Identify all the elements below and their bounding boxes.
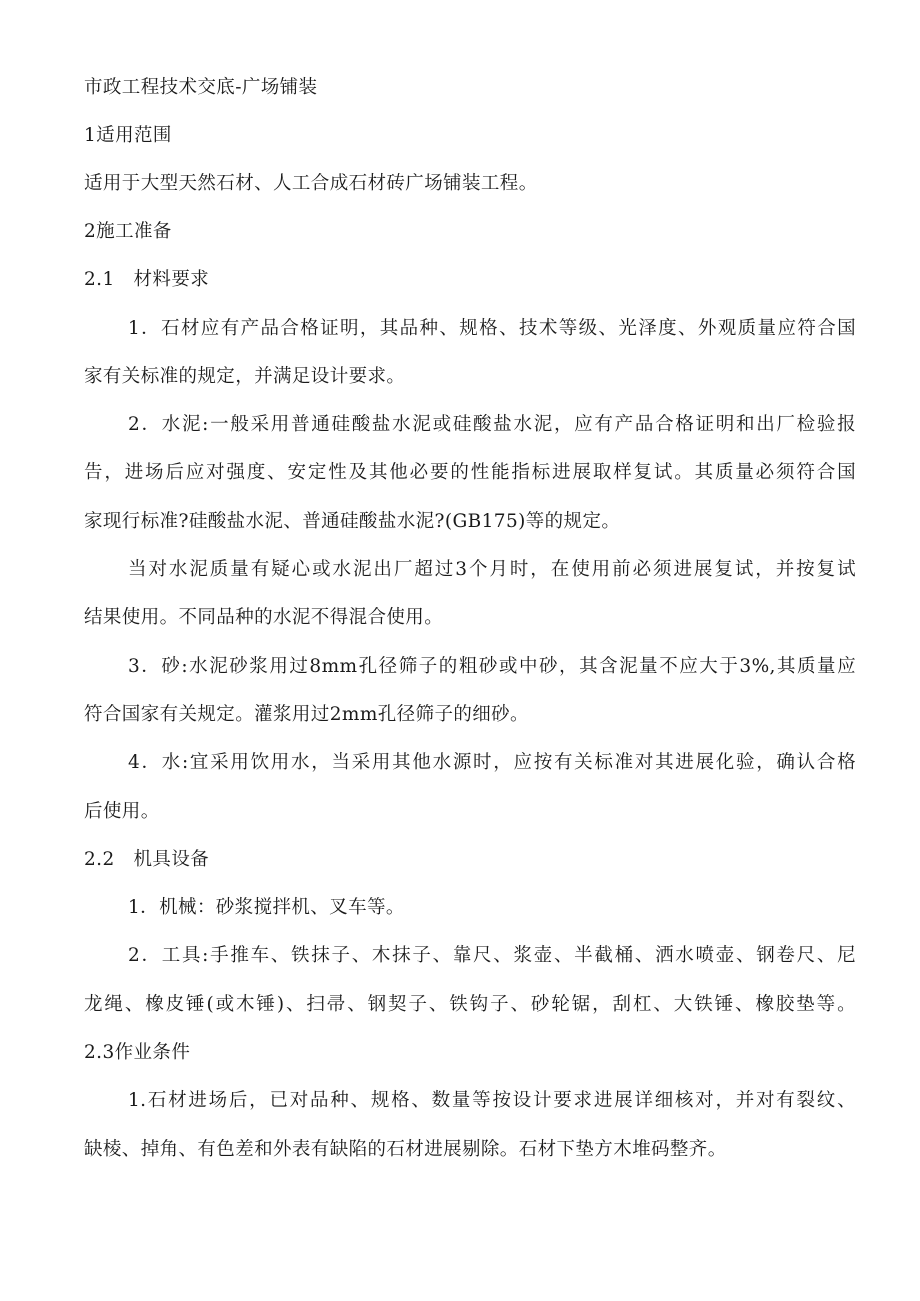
subsection-2-1-heading: 2.1 材料要求 — [84, 269, 210, 290]
equipment-item-1: 1．机械：砂浆搅拌机、叉车等。 — [128, 897, 405, 918]
condition-item-1-line-2: 缺棱、掉角、有色差和外表有缺陷的石材进展剔除。石材下垫方木堆码整齐。 — [84, 1139, 727, 1160]
cement-note-line-1: 当对水泥质量有疑心或水泥出厂超过3个月时，在使用前必须进展复试，并按复试 — [128, 559, 856, 580]
material-item-4-line-1: 4．水:宜采用饮用水，当采用其他水源时，应按有关标准对其进展化验，确认合格 — [128, 752, 856, 773]
section-1-heading: 1适用范围 — [84, 125, 172, 146]
equipment-item-2-line-2: 龙绳、橡皮锤(或木锤)、扫帚、钢契子、铁钩子、砂轮锯，刮杠、大铁锤、橡胶垫等。 — [84, 994, 856, 1015]
material-item-2-line-3: 家现行标准?硅酸盐水泥、普通硅酸盐水泥?(GB175)等的规定。 — [84, 511, 621, 532]
material-item-3-line-2: 符合国家有关规定。灌浆用过2mm孔径筛子的细砂。 — [84, 704, 529, 725]
subsection-2-3-heading: 2.3作业条件 — [84, 1042, 191, 1063]
section-1-text: 适用于大型天然石材、人工合成石材砖广场铺装工程。 — [84, 173, 538, 194]
document-title: 市政工程技术交底-广场铺装 — [84, 77, 318, 98]
cement-note-line-2: 结果使用。不同品种的水泥不得混合使用。 — [84, 607, 444, 628]
section-2-heading: 2施工准备 — [84, 221, 172, 242]
condition-item-1-line-1: 1.石材进场后，已对品种、规格、数量等按设计要求进展详细核对，并对有裂纹、 — [128, 1090, 856, 1111]
material-item-3-line-1: 3．砂:水泥砂浆用过8mm孔径筛子的粗砂或中砂，其含泥量不应大于3%,其质量应 — [128, 656, 856, 677]
material-item-1-line-2: 家有关标准的规定，并满足设计要求。 — [84, 366, 406, 387]
subsection-2-2-heading: 2.2 机具设备 — [84, 849, 210, 870]
material-item-4-line-2: 后使用。 — [84, 801, 160, 822]
material-item-2-line-2: 告，进场后应对强度、安定性及其他必要的性能指标进展取样复试。其质量必须符合国 — [84, 462, 856, 483]
material-item-1-line-1: 1．石材应有产品合格证明，其品种、规格、技术等级、光泽度、外观质量应符合国 — [128, 318, 856, 339]
equipment-item-2-line-1: 2．工具:手推车、铁抹子、木抹子、靠尺、浆壶、半截桶、洒水喷壶、钢卷尺、尼 — [128, 945, 856, 966]
material-item-2-line-1: 2．水泥:一般采用普通硅酸盐水泥或硅酸盐水泥，应有产品合格证明和出厂检验报 — [128, 414, 856, 435]
